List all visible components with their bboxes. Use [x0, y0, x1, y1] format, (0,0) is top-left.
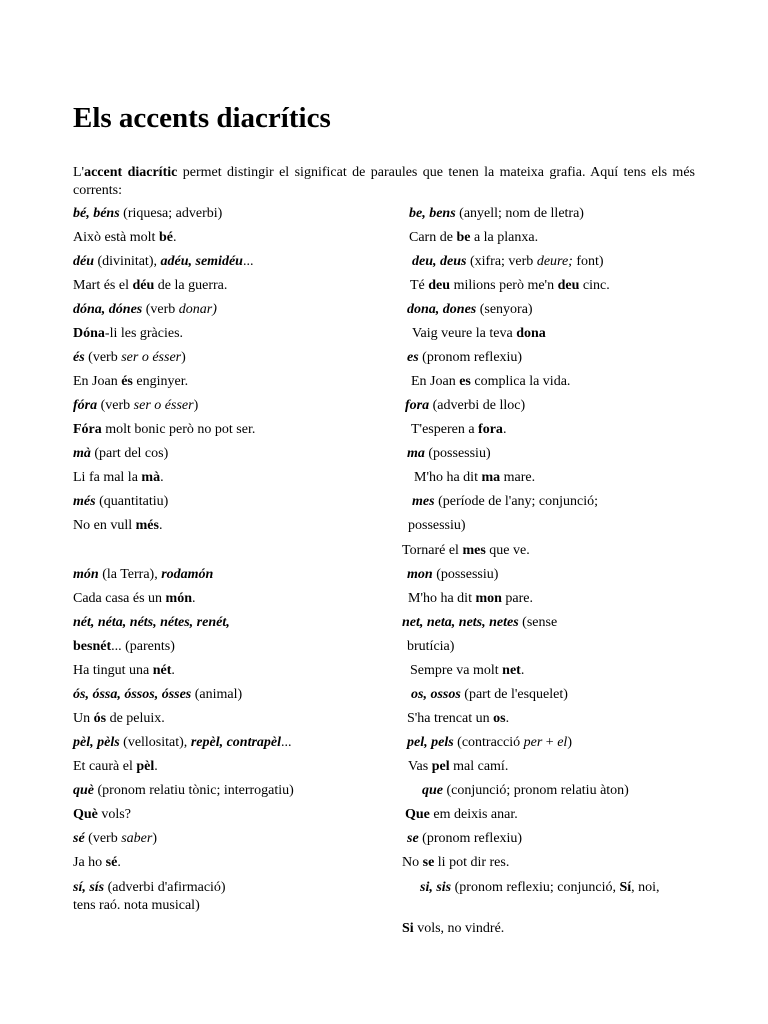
left-es-definition: és (verb ser o ésser) — [73, 350, 186, 365]
left-dona-example: Dóna-li les gràcies. — [73, 326, 184, 341]
right-be-example: Carn de be a la planxa. — [409, 230, 539, 245]
right-que-example: Que em deixis anar. — [405, 807, 518, 822]
right-pel-example: Vas pel mal camí. — [408, 759, 509, 774]
right-se-example: No se li pot dir res. — [402, 855, 510, 870]
left-pel-example: Et caurà el pèl. — [73, 759, 158, 774]
intro-term: accent diacrític — [84, 165, 178, 180]
right-ma-definition: ma (possessiu) — [407, 446, 491, 461]
left-si-definition-cont: tens raó. nota musical) — [73, 898, 200, 913]
left-net-definition: nét, néta, néts, nétes, renét, — [73, 615, 230, 630]
right-be-definition: be, bens (anyell; nom de lletra) — [409, 206, 584, 221]
left-fora-definition: fóra (verb ser o ésser) — [73, 398, 199, 413]
right-fora-definition: fora (adverbi de lloc) — [405, 398, 526, 413]
left-fora-example: Fóra molt bonic però no pot ser. — [73, 422, 256, 437]
right-net-example: Sempre va molt net. — [410, 663, 525, 678]
left-mes-definition: més (quantitatiu) — [73, 494, 169, 509]
left-be-definition: bé, béns (riquesa; adverbi) — [73, 206, 223, 221]
right-os-definition: os, ossos (part de l'esquelet) — [411, 687, 568, 702]
right-mes-definition-cont: possessiu) — [408, 518, 466, 533]
left-que-definition: què (pronom relatiu tònic; interrogatiu) — [73, 783, 294, 798]
right-mon-definition: mon (possessiu) — [407, 567, 499, 582]
left-se-example: Ja ho sé. — [73, 855, 121, 870]
right-fora-example: T'esperen a fora. — [411, 422, 507, 437]
right-net-definition: net, neta, nets, netes (sense — [402, 615, 558, 630]
left-os-definition: ós, óssa, óssos, ósses (animal) — [73, 687, 243, 702]
left-pel-definition: pèl, pèls (vellositat), repèl, contrapèl... — [73, 735, 292, 750]
right-es-example: En Joan es complica la vida. — [411, 374, 571, 389]
left-mes-example: No en vull més. — [73, 518, 163, 533]
right-net-definition-cont: brutícia) — [407, 639, 455, 654]
right-pel-definition: pel, pels (contracció per + el) — [407, 735, 572, 750]
right-ma-example: M'ho ha dit ma mare. — [414, 470, 536, 485]
left-net-example: Ha tingut una nét. — [73, 663, 175, 678]
intro-rest: permet distingir el significat de paraules que tenen la mateixa grafia. Aquí tens els més corrents: — [73, 165, 695, 198]
left-ma-definition: mà (part del cos) — [73, 446, 169, 461]
left-deu-example: Mart és el déu de la guerra. — [73, 278, 228, 293]
left-net-definition-cont: besnét... (parents) — [73, 639, 175, 654]
right-dona-example: Vaig veure la teva dona — [412, 326, 546, 341]
left-es-example: En Joan és enginyer. — [73, 374, 189, 389]
left-dona-definition: dóna, dónes (verb donar) — [73, 302, 217, 317]
left-que-example: Què vols? — [73, 807, 131, 822]
page-title: Els accents diacrítics — [73, 102, 331, 134]
right-mes-definition: mes (període de l'any; conjunció; — [412, 494, 599, 509]
left-be-example: Això està molt bé. — [73, 230, 177, 245]
left-se-definition: sé (verb saber) — [73, 831, 158, 846]
right-si-example: Si vols, no vindré. — [402, 921, 505, 936]
intro-pre: L' — [73, 165, 85, 180]
right-mon-example: M'ho ha dit mon pare. — [408, 591, 534, 606]
right-que-definition: que (conjunció; pronom relatiu àton) — [422, 783, 629, 798]
left-si-definition: sí, sís (adverbi d'afirmació) — [73, 880, 226, 895]
left-mon-example: Cada casa és un món. — [73, 591, 196, 606]
right-se-definition: se (pronom reflexiu) — [407, 831, 523, 846]
right-dona-definition: dona, dones (senyora) — [407, 302, 533, 317]
right-es-definition: es (pronom reflexiu) — [407, 350, 523, 365]
intro-paragraph — [73, 164, 695, 200]
right-si-definition: si, sis (pronom reflexiu; conjunció, Sí, noi, — [420, 880, 660, 895]
left-deu-definition: déu (divinitat), adéu, semidéu... — [73, 254, 254, 269]
right-deu-definition: deu, deus (xifra; verb deure; font) — [412, 254, 604, 269]
left-ma-example: Li fa mal la mà. — [73, 470, 164, 485]
left-os-example: Un ós de peluix. — [73, 711, 165, 726]
right-mes-example: Tornaré el mes que ve. — [402, 543, 530, 558]
right-deu-example: Té deu milions però me'n deu cinc. — [410, 278, 610, 293]
right-os-example: S'ha trencat un os. — [407, 711, 510, 726]
left-mon-definition: món (la Terra), rodamón — [73, 567, 214, 582]
